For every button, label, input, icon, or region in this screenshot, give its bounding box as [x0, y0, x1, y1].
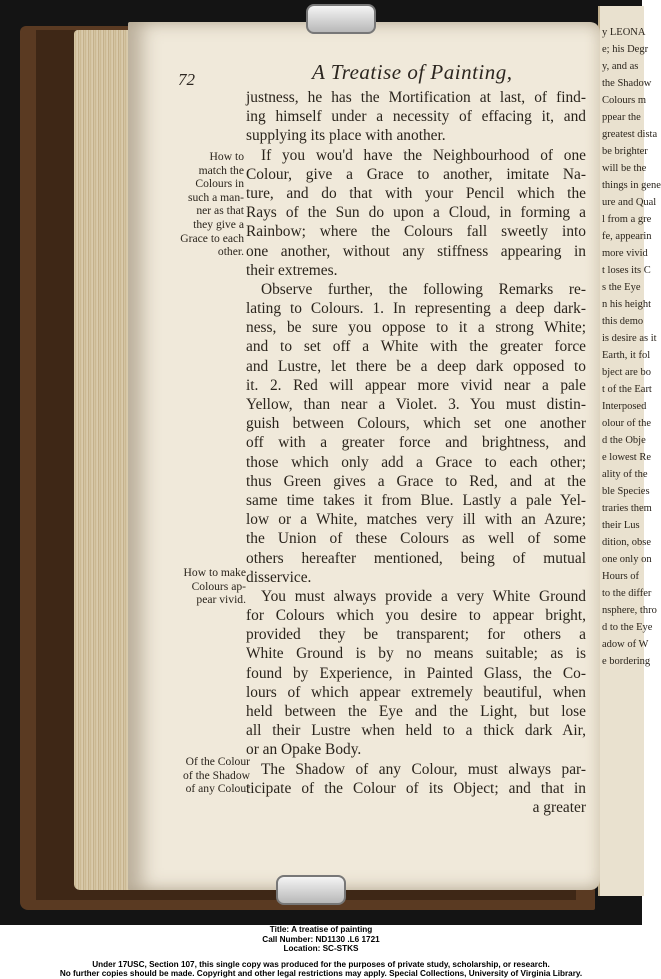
text-line: guish between Colours, which set one another: [246, 415, 586, 433]
text-line: White Ground is by no means suitable; as is: [246, 645, 586, 663]
footer-notice-2: No further copies should be made. Copyright and other legal restrictions may apply. Special Collections, University of Virginia Library.: [59, 969, 583, 979]
right-page-fragment: bject are bo: [602, 367, 651, 378]
page-number: 72: [178, 70, 195, 89]
footer-call-number: Call Number: ND1130 .L6 1721: [262, 934, 380, 944]
right-page-fragment: n his height: [602, 299, 651, 310]
margin-note-line: such a man-: [187, 190, 244, 204]
right-page-fragment: to the differ: [602, 588, 652, 599]
right-page-fragment: s the Eye: [602, 282, 641, 293]
right-page-fragment: Earth, it fol: [602, 350, 651, 361]
page-clip-top: [306, 4, 376, 34]
right-page-fragment: nsphere, thro: [602, 605, 657, 616]
text-line: Rays of the Sun do upon a Cloud, in forming a: [246, 204, 586, 222]
right-page-fragment: is desire as it: [602, 333, 657, 344]
text-line: off with a greater force and brightness, and: [246, 434, 586, 452]
text-line: ness, be sure you oppose to it a strong White;: [246, 319, 586, 337]
right-page-fragment: be brighter: [602, 146, 648, 157]
right-page-fragment: greatest dista: [602, 129, 658, 140]
right-page-fragment: ppear the: [602, 112, 641, 123]
text-line: disservice.: [246, 568, 312, 586]
text-line: it. 2. Red will appear more vivid near a pale: [246, 376, 586, 394]
right-page-fragment: ality of the: [602, 469, 648, 480]
text-line: same time takes it from Blue. Lastly a pale Yel-: [246, 491, 586, 509]
text-line: all their Lustre when held to a thick dark Air,: [246, 722, 586, 740]
margin-note-line: Colours in: [195, 177, 244, 191]
margin-note-line: other.: [217, 245, 244, 259]
text-line: You must always provide a very White Ground: [261, 587, 586, 605]
right-page-fragment: their Lus: [602, 520, 640, 531]
right-page-fragment: e lowest Re: [602, 452, 651, 463]
right-page-fragment: y LEONA: [602, 27, 646, 38]
text-line: the Union of these Colours as well of some: [246, 530, 586, 548]
margin-note-line: Colours ap-: [191, 579, 246, 593]
right-page-fragment: fe, appearin: [602, 231, 652, 242]
text-line: ture, and do that with your Pencil which the: [246, 184, 586, 202]
text-line: supplying its place with another.: [246, 127, 446, 145]
right-page-fragment: y, and as: [602, 61, 639, 72]
text-line: their extremes.: [246, 261, 338, 279]
text-line: and to set off a White with the greater force: [246, 338, 586, 356]
text-line: one another, without any stiffness appearing in: [246, 242, 586, 260]
right-page-fragment: l from a gre: [602, 214, 652, 225]
margin-note-line: How to: [209, 150, 244, 163]
text-line: ticipate of the Colour of its Object; and that in: [246, 779, 586, 797]
text-line: held between the Eye and the Light, but lose: [246, 703, 586, 720]
right-page-fragment: one only on: [602, 554, 652, 565]
right-page-fragment: e; his Degr: [602, 44, 649, 55]
right-page-fragment: olour of the: [602, 418, 651, 429]
right-page-fragment: Interposed: [602, 401, 647, 412]
text-line: found by Experience, in Painted Glass, the Co-: [246, 664, 586, 682]
text-line: thus Green gives a Grace to Red, and at the: [246, 472, 586, 490]
text-line: provided they be transparent; for others a: [246, 626, 586, 644]
page-clip-bottom: [276, 875, 346, 905]
text-line: or an Opake Body.: [246, 741, 362, 759]
text-line: those which only add a Grace to each other;: [246, 453, 586, 471]
text-line: for Colours which you desire to appear bright,: [246, 607, 586, 625]
margin-note-line: of the Shadow: [183, 768, 250, 782]
margin-note-line: of any Colour: [185, 782, 250, 796]
margin-note-vivid-colours: [160, 566, 246, 607]
margin-note-line: Of the Colour: [185, 755, 250, 768]
text-line: lours of which appear extremely beautiful, when: [246, 683, 586, 701]
text-line: low or a White, matches very ill with an Azure;: [246, 511, 586, 529]
footer-location: Location: SC-STKS: [283, 944, 359, 954]
right-page-fragment: Colours m: [602, 95, 647, 106]
right-page-fragment: more vivid: [602, 248, 648, 259]
right-page-fragment: will be the: [602, 163, 647, 174]
footer-notice-1: Under 17USC, Section 107, this single copy was produced for the purposes of private study, scholarship, or research.: [92, 959, 550, 969]
text-line: Rainbow; where the Colours fall sweetly into: [246, 223, 586, 241]
right-page-fragment: things in gene: [602, 180, 661, 191]
right-page-fragment: the Shadow: [602, 78, 652, 89]
right-page: [598, 6, 661, 896]
running-head: A Treatise of Painting,: [312, 60, 513, 84]
text-line: ing himself under a necessity of effacing it, and: [246, 108, 586, 126]
text-line: lating to Colours. 1. In representing a deep dark-: [246, 300, 586, 318]
margin-note-line: How to make: [183, 566, 246, 579]
margin-note-shadow-colour: [160, 755, 250, 796]
right-page-fragment: ble Species: [602, 486, 650, 497]
right-page-fragment: traries them: [602, 503, 652, 514]
library-footer: [0, 925, 642, 979]
text-line: and Lustre, let there be a deep dark opposed to: [246, 357, 586, 375]
text-line: The Shadow of any Colour, must always par-: [261, 760, 586, 778]
text-line: If you wou'd have the Neighbourhood of one: [261, 146, 586, 164]
body-text: [246, 88, 586, 817]
right-page-text: [602, 24, 661, 670]
margin-note-line: pear vivid.: [196, 593, 246, 607]
margin-note-line: ner as that: [196, 204, 244, 218]
right-page-fragment: t loses its C: [602, 265, 651, 276]
text-line: others hereafter mentioned, being of mutual: [246, 549, 586, 567]
right-page-fragment: e bordering: [602, 656, 651, 667]
margin-note-line: they give a: [193, 217, 244, 231]
text-line: justness, he has the Mortification at last, of find-: [246, 89, 586, 106]
right-page-fragment: this demo: [602, 316, 644, 327]
text-line: Yellow, than near a Violet. 3. You must distin-: [246, 396, 586, 413]
text-line: Observe further, the following Remarks re-: [261, 280, 586, 298]
text-line: a greater: [532, 798, 586, 816]
margin-note-line: match the: [198, 163, 244, 177]
margin-note-match-colours: [160, 150, 244, 259]
right-page-fragment: ure and Qual: [602, 197, 657, 208]
right-page-fragment: adow of W: [602, 639, 649, 650]
right-page-fragment: d the Obje: [602, 435, 646, 446]
right-page-fragment: d to the Eye: [602, 622, 653, 633]
right-page-fragment: Hours of: [602, 571, 640, 582]
margin-note-line: Grace to each: [180, 231, 244, 245]
text-line: Colour, give a Grace to another, imitate Na-: [246, 165, 586, 183]
right-page-fragment: t of the Eart: [602, 384, 652, 395]
right-page-fragment: dition, obse: [602, 537, 651, 548]
footer-title: Title: A treatise of painting: [269, 925, 373, 934]
